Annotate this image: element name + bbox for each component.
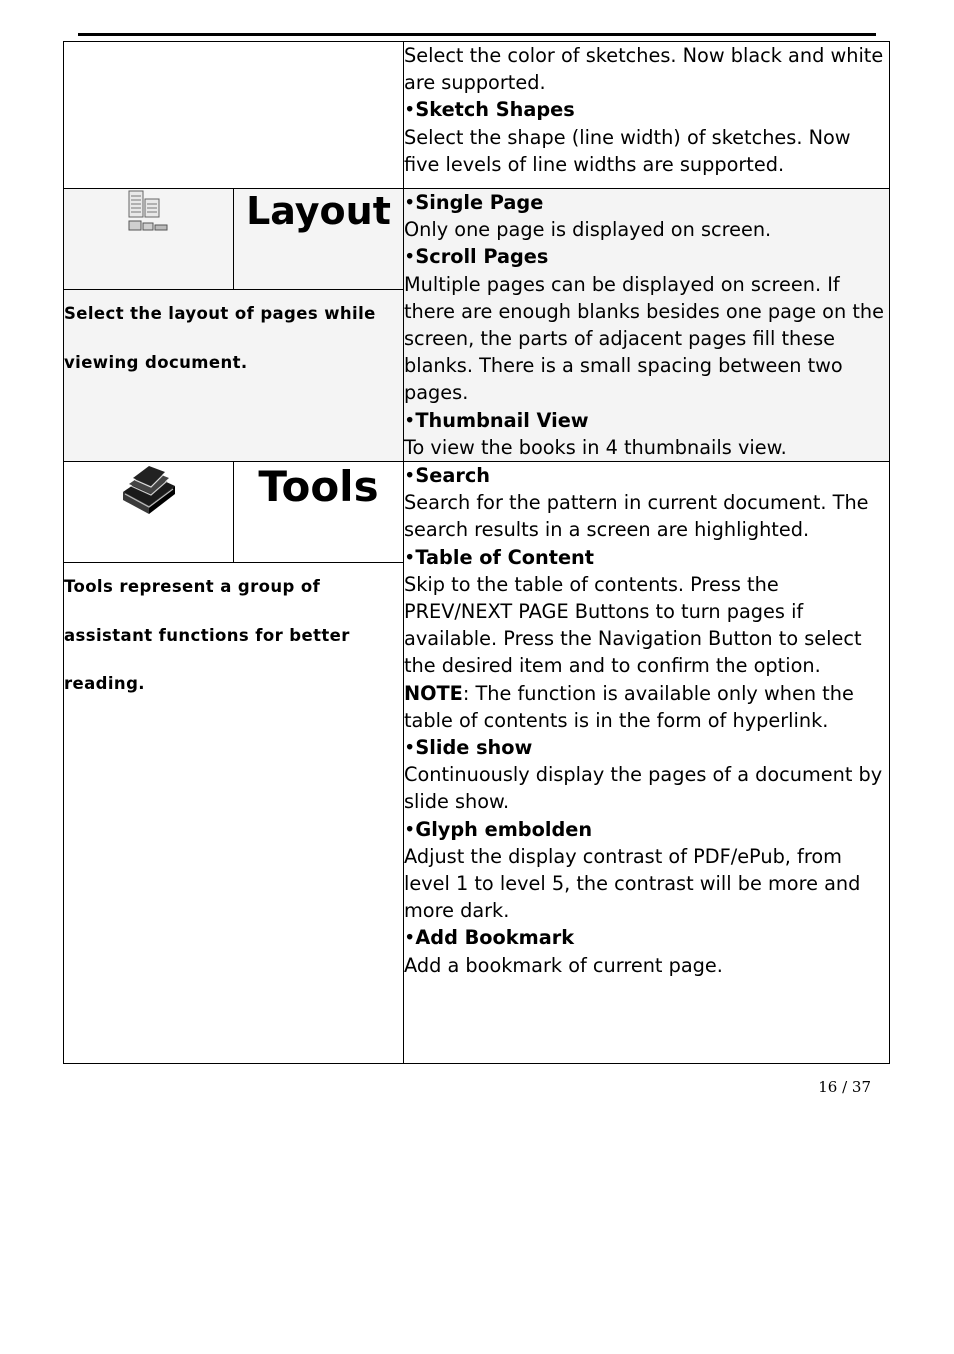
bullet-title: Glyph embolden (415, 817, 593, 841)
tools-description (404, 462, 890, 1064)
page-number: 16 / 37 (818, 1078, 871, 1096)
bullet-title: Search (415, 464, 491, 488)
list-item: •Add Bookmark (404, 926, 575, 950)
layout-description (404, 189, 890, 462)
bullet-title: Table of Content (415, 545, 594, 569)
bullet-text: Adjust the display contrast of PDF/ePub, from level 1 to level 5, the contrast will be more and more dark. (404, 844, 861, 923)
bullet-title: Single Page (415, 191, 544, 214)
sketch-description (404, 42, 890, 189)
bullet-title: Thumbnail View (415, 408, 589, 432)
tools-icon-cell (64, 462, 234, 563)
pages-layout-icon (64, 189, 233, 235)
bullet-text: Only one page is displayed on screen. (404, 218, 772, 242)
bullet-text: To view the books in 4 thumbnails view. (404, 435, 787, 459)
tools-left-description: Tools represent a group of assistant functions for better reading. (64, 563, 404, 1064)
layout-left-description: Select the layout of pages while viewing document. (64, 290, 404, 462)
bullet-text: Search for the pattern in current document. The search results in a screen are highlighted. (404, 491, 869, 542)
bullet-title: Slide show (415, 736, 533, 760)
empty-cell (64, 42, 404, 189)
bullet-title: Scroll Pages (415, 245, 549, 269)
header-rule (78, 33, 876, 36)
bullet-text: Add a bookmark of current page. (404, 953, 723, 977)
function-table (63, 41, 890, 1064)
list-item: •Single Page (404, 191, 544, 214)
table-row-sketch (64, 42, 890, 189)
note-body: : The function is available only when the table of contents is in the form of hyperlink. (404, 681, 854, 732)
list-item: •Sketch Shapes (404, 98, 575, 122)
bullet-text: Skip to the table of contents. Press the PREV/NEXT PAGE Buttons to turn pages if available. Press the Navigation Button to select the desired item and to confirm the option. (404, 572, 862, 678)
sketch-color-text: Select the color of sketches. Now black and white are supported. (404, 44, 884, 95)
bullet-text: Continuously display the pages of a document by slide show. (404, 763, 883, 814)
list-item: •Search (404, 464, 491, 488)
list-item: •Scroll Pages (404, 245, 549, 269)
list-item: •Table of Content (404, 545, 594, 569)
bullet-title: Add Bookmark (415, 926, 575, 950)
list-item: •Glyph embolden (404, 817, 593, 841)
list-item: •Thumbnail View (404, 408, 589, 432)
bullet-text: Multiple pages can be displayed on screen. If there are enough blanks besides one page on the screen, the parts of adjacent pages fill these blanks. There is a small spacing between two pages. (404, 272, 884, 405)
table-row-tools (64, 462, 890, 563)
note-label: NOTE (404, 681, 463, 705)
note-text (404, 680, 889, 734)
bullet-text: Select the shape (line width) of sketches. Now five levels of line widths are supported. (404, 125, 851, 176)
layout-title: Layout (234, 189, 404, 290)
list-item: •Slide show (404, 736, 533, 760)
bullet-title: Sketch Shapes (415, 98, 575, 122)
layout-icon-cell (64, 189, 234, 290)
books-tools-icon (64, 462, 233, 518)
tools-title: Tools (234, 462, 404, 563)
table-row-layout (64, 189, 890, 290)
